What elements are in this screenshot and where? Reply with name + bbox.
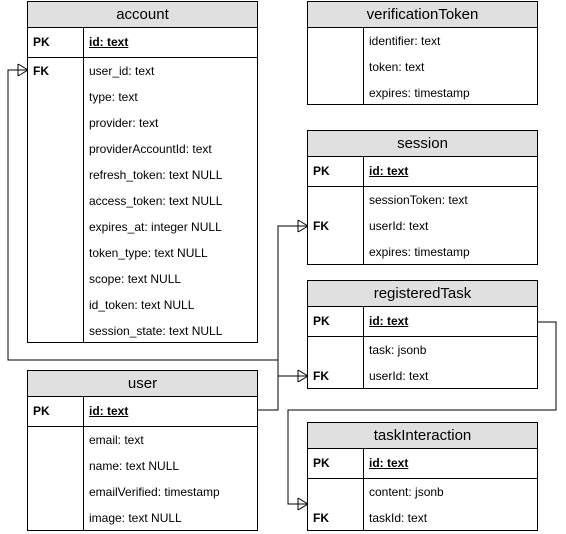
registeredtask-table[interactable]: [307, 280, 538, 389]
account-field: scope: text NULL: [89, 272, 182, 286]
verificationtoken-field: expires: timestamp: [369, 86, 470, 100]
user-table[interactable]: [27, 370, 258, 531]
registeredtask-title: registeredTask: [308, 281, 537, 307]
registeredtask-pk-field: id: text: [369, 314, 409, 328]
account-field: provider: text: [89, 116, 159, 130]
account-field: token_type: text NULL: [89, 246, 208, 260]
user-field: email: text: [89, 433, 144, 447]
verificationtoken-field: token: text: [369, 60, 425, 74]
session-field: sessionToken: text: [369, 193, 468, 207]
registeredtask-field: task: jsonb: [369, 343, 427, 357]
registeredtask-field: userId: text: [369, 369, 429, 383]
session-title: session: [308, 131, 537, 157]
user-pk-field: id: text: [89, 404, 129, 418]
session-field: expires: timestamp: [369, 245, 470, 259]
taskinteraction-field: content: jsonb: [369, 485, 444, 499]
user-title: user: [28, 371, 257, 397]
user-field: name: text NULL: [89, 459, 180, 473]
session-field: userId: text: [369, 219, 429, 233]
account-table[interactable]: [27, 1, 258, 343]
taskinteraction-title: taskInteraction: [308, 423, 537, 449]
account-title: account: [28, 2, 257, 28]
verificationtoken-table[interactable]: [307, 1, 538, 105]
taskinteraction-table[interactable]: [307, 422, 538, 531]
verificationtoken-title: verificationToken: [308, 2, 537, 28]
session-table[interactable]: [307, 130, 538, 265]
session-pk-field: id: text: [369, 164, 409, 178]
account-fk-label: FK: [33, 64, 49, 78]
taskinteraction-fk-label: FK: [313, 511, 329, 525]
taskinteraction-pk-field: id: text: [369, 456, 409, 470]
account-pk-label: PK: [33, 35, 50, 49]
account-pk-field: id: text: [89, 35, 129, 49]
account-field: user_id: text: [89, 64, 155, 78]
session-pk-label: PK: [313, 164, 330, 178]
account-field: expires_at: integer NULL: [89, 220, 222, 234]
user-field: emailVerified: timestamp: [89, 485, 220, 499]
account-field: refresh_token: text NULL: [89, 168, 223, 182]
taskinteraction-field: taskId: text: [369, 511, 428, 525]
registeredtask-pk-label: PK: [313, 314, 330, 328]
account-field: access_token: text NULL: [89, 194, 223, 208]
registeredtask-fk-label: FK: [313, 369, 329, 383]
account-field: id_token: text NULL: [89, 298, 195, 312]
user-field: image: text NULL: [89, 511, 182, 525]
verificationtoken-field: identifier: text: [369, 34, 441, 48]
session-fk-label: FK: [313, 219, 329, 233]
account-field: providerAccountId: text: [89, 142, 212, 156]
account-field: session_state: text NULL: [89, 324, 223, 338]
user-pk-label: PK: [33, 404, 50, 418]
user-session-relation: [258, 226, 308, 410]
account-field: type: text: [89, 90, 138, 104]
taskinteraction-pk-label: PK: [313, 456, 330, 470]
